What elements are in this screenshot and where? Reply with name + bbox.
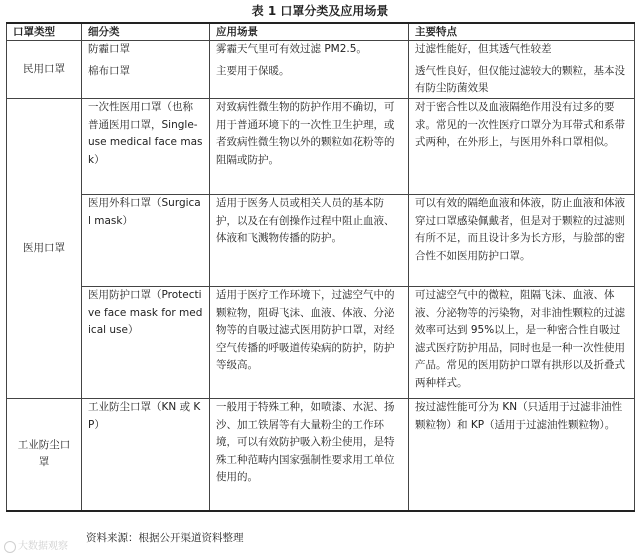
header-subtype: 细分类	[82, 23, 210, 41]
table-header-row	[7, 23, 635, 41]
subtype-cell: 防霾口罩	[82, 41, 210, 63]
scenario-cell: 雾霾天气里可有效过滤 PM2.5。	[210, 41, 409, 63]
table-row	[7, 287, 635, 399]
header-mask-type: 口罩类型	[7, 23, 82, 41]
table-row	[7, 195, 635, 287]
scenario-cell: 对致病性微生物的防护作用不确切，可用于普通环境下的一次性卫生护理，或者致病性微生物以外的颗粒如花粉等的阻隔或防护。	[210, 99, 409, 195]
subtype-cell: 棉布口罩	[82, 63, 210, 99]
category-industrial: 工业防尘口罩	[7, 399, 82, 511]
source-note: 资料来源：根据公开渠道资料整理	[86, 532, 244, 544]
features-cell: 可过滤空气中的微粒，阻隔飞沫、血液、体液、分泌物等的污染物，对非油性颗粒的过滤效率可达到 95%以上，是一种密合性自吸过滤式医疗防护用品，同时也是一种一次性使用产品。常见的医用防护口罩有拱形以及折叠式两种样式。	[409, 287, 635, 399]
table-row	[7, 63, 635, 99]
category-civil: 民用口罩	[7, 41, 82, 99]
table-row	[7, 41, 635, 63]
features-cell: 按过滤性能可分为 KN（只适用于过滤非油性颗粒物）和 KP（适用于过滤油性颗粒物）。	[409, 399, 635, 511]
watermark-logo-icon	[4, 541, 16, 553]
subtype-cell: 医用外科口罩（Surgical mask）	[82, 195, 210, 287]
table-title: 表 1 口罩分类及应用场景	[251, 4, 389, 18]
header-scenario: 应用场景	[210, 23, 409, 41]
table-row	[7, 99, 635, 195]
scenario-cell: 适用于医务人员或相关人员的基本防护，以及在有创操作过程中阻止血液、体液和飞溅物传播的防护。	[210, 195, 409, 287]
category-medical: 医用口罩	[7, 99, 82, 399]
scenario-cell: 适用于医疗工作环境下，过滤空气中的颗粒物，阻碍飞沫、血液、体液、分泌物等的自吸过滤式医用防护口罩，对经空气传播的呼吸道传染病的防护，防护等级高。	[210, 287, 409, 399]
subtype-cell: 一次性医用口罩（也称普通医用口罩，Single-use medical face mask）	[82, 99, 210, 195]
scenario-cell: 主要用于保暖。	[210, 63, 409, 99]
features-cell: 对于密合性以及血液隔绝作用没有过多的要求。常见的一次性医疗口罩分为耳带式和系带式两种，在外形上，与医用外科口罩相似。	[409, 99, 635, 195]
features-cell: 透气性良好，但仅能过滤较大的颗粒，基本没有防尘防菌效果	[409, 63, 635, 99]
features-cell: 过滤性能好，但其透气性较差	[409, 41, 635, 63]
mask-classification-table	[6, 22, 635, 512]
scenario-cell: 一般用于特殊工种，如喷漆、水泥、扬沙、加工铁屑等有大量粉尘的工作环境，可以有效防护吸入粉尘使用，是特殊工种范畴内国家强制性要求用工单位使用的。	[210, 399, 409, 511]
subtype-cell: 工业防尘口罩（KN 或 KP）	[82, 399, 210, 511]
table-row	[7, 399, 635, 511]
features-cell: 可以有效的隔绝血液和体液，防止血液和体液穿过口罩感染佩戴者，但是对于颗粒的过滤则有所不足，而且设计多为长方形，与脸部的密合性不如医用防护口罩。	[409, 195, 635, 287]
subtype-cell: 医用防护口罩（Protective face mask for medical use）	[82, 287, 210, 399]
watermark-text: 大数据观察	[18, 541, 68, 552]
header-features: 主要特点	[409, 23, 635, 41]
watermark	[4, 540, 68, 554]
